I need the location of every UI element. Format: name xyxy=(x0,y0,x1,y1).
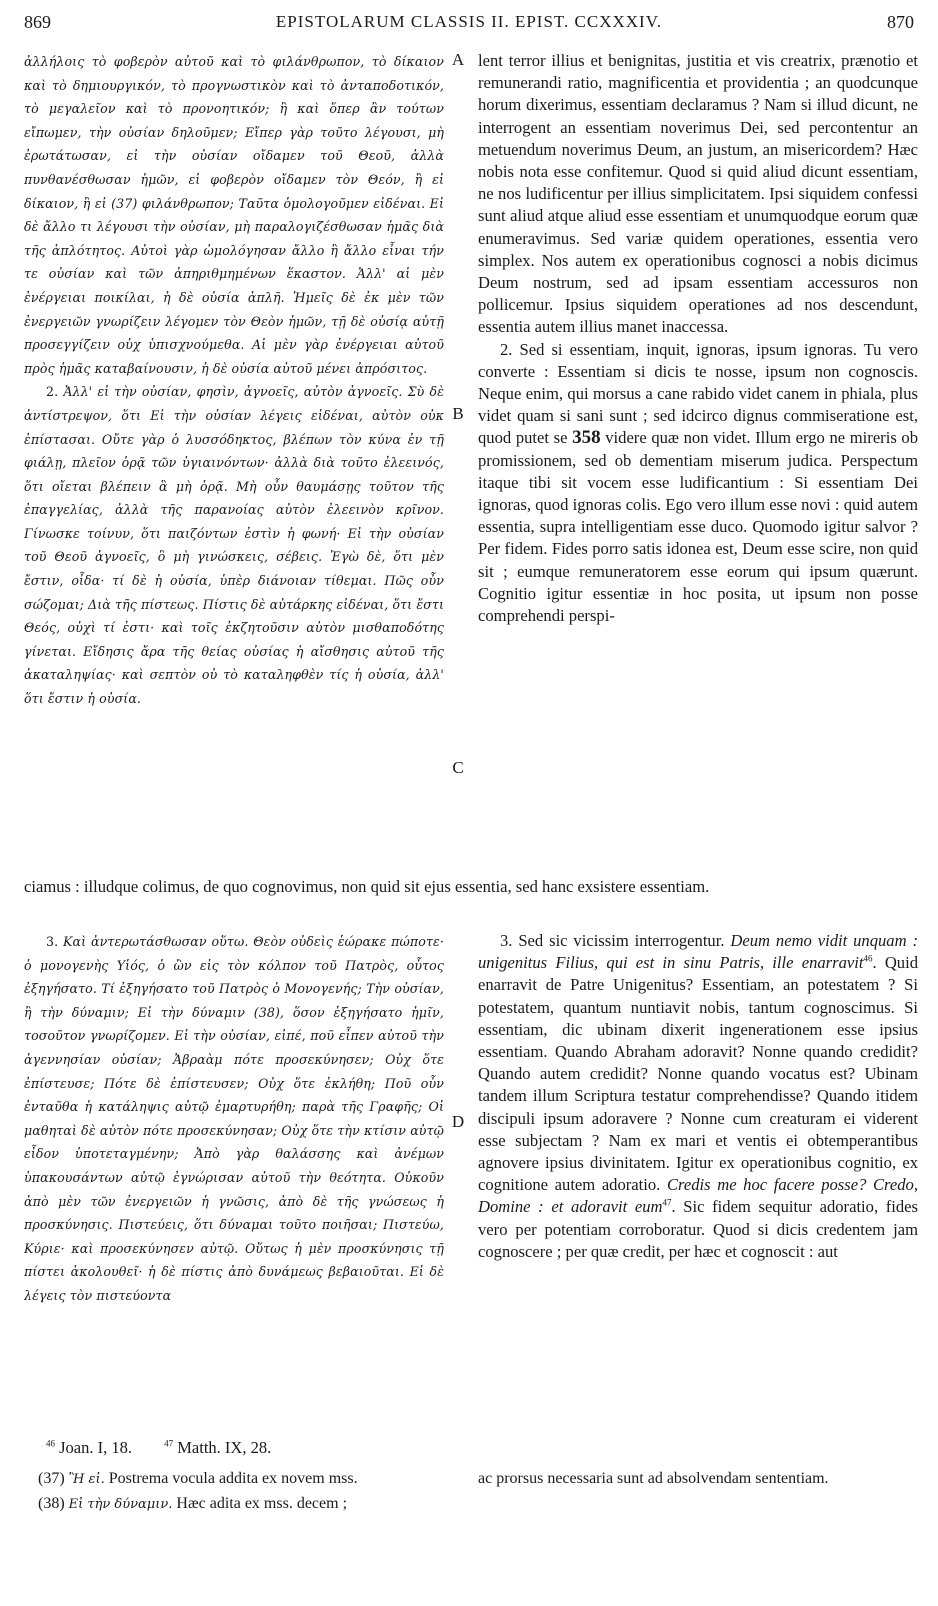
running-title: EPISTOLARUM CLASSIS II. EPIST. CCXXXIV. xyxy=(275,12,663,31)
note-38-number: (38) xyxy=(38,1495,65,1512)
latin-paragraph-2 xyxy=(478,339,918,628)
greek-paragraph-3-text: Καὶ ἀντερωτάσθωσαν οὕτω. Θεὸν οὐδεὶς ἑώρακε πώποτε· ὁ μονογενὴς Υἱός, ὁ ὢν εἰς τὸν κόλπον τοῦ Πατρὸς, οὗτος ἐξηγήσατο. Τί ἐξηγήσατο τοῦ Πατρὸς ὁ Μονογενής; Τὴν οὐσίαν, ἢ τὴν δύναμιν; Εἰ τὴν δύναμιν (38), ὅσον ἐξηγήσατο ἡμῖν, τοσοῦτον γνωρίζομεν. Εἰ τὴν οὐσίαν, εἰπέ, ποῦ εἶπεν αὐτοῦ τὴν ἀγεννησίαν οὐσίαν; Ἀβραὰμ πότε προσεκύνησεν; Οὐχ ὅτε ἐπίστευσε; Πότε δὲ ἐπίστευσεν; Οὐχ ὅτε ἐκλήθη; Ποῦ οὖν ἐνταῦθα ἡ κατάληψις αὐτῷ ἐμαρτυρήθη; παρὰ τῆς Γραφῆς; Οἱ μαθηταὶ δὲ αὐτὸν πότε προσεκύνησαν; Οὐχ ὅτε τὴν κτίσιν αὐτῷ εἶδον ὑποτεταγμένην; Ἀπὸ γὰρ θαλάσσης καὶ ἀνέμων ὑπακουσάντων αὐτῷ ἐγνώρισαν αὐτοῦ τὴν θεότητα. Οὐκοῦν ἀπὸ μὲν τῶν ἐνεργειῶν ἡ γνῶσις, ἀπὸ δὲ τῆς γνώσεως ἡ προσκύνησις. Πιστεύεις, ὅτι δύναμαι τοῦτο ποιῆσαι; Πιστεύω, Κύριε· καὶ προσεκύνησεν αὐτῷ. Οὕτως ἡ μὲν προσκύνησις τῇ πίστει ἀκολουθεῖ· ἡ δὲ πίστις ἀπὸ δυνάμεως βεβαιοῦται. Εἰ δὲ λέγεις τὸν πιστεύοντα xyxy=(24,934,444,1303)
editorial-notes-right xyxy=(478,1470,908,1494)
greek-paragraph-2-text: Ἀλλ' εἰ τὴν οὐσίαν, φησὶν, ἀγνοεῖς, αὐτὸν ἀγνοεῖς. Σὺ δὲ ἀντίστρεψον, ὅτι Εἰ τὴν οὐσίαν λέγεις εἰδέναι, αὐτὸν οὐκ ἐπίστασαι. Οὔτε γὰρ ὁ λυσσόδηκτος, βλέπων τὸν κύνα ἐν τῇ φιάλῃ, πλεῖον ὁρᾷ τῶν ὑγιαινόντων· ἀλλὰ διὰ τοῦτο ἐλεεινός, ὅτι οἴεται βλέπειν ἃ μὴ ὁρᾷ. Μὴ οὖν θαυμάσῃς τοῦτον τῆς ἐπαγγελίας, ἀλλὰ τῆς παρανοίας αὐτὸν ἐλεεινὸν κρῖνον. Γίνωσκε τοίνυν, ὅτι παιζόντων ἐστὶν ἡ φωνή· Εἰ τὴν οὐσίαν τοῦ Θεοῦ ἀγνοεῖς, ὃ μὴ γινώσκεις, σέβεις. Ἐγὼ δὲ, ὅτι μὲν ἔστιν, οἶδα· τί δὲ ἡ οὐσία, ὑπὲρ διάνοιαν τίθεμαι. Πῶς οὖν σώζομαι; Διὰ τῆς πίστεως. Πίστις δὲ αὐτάρκης εἰδέναι, ὅτι ἔστι Θεός, οὐχὶ τί ἐστι· καὶ τοῖς ἐκζητοῦσιν αὐτὸν μισθαποδότης γίνεται. Εἴδησις ἄρα τῆς θείας οὐσίας ἡ αἴσθησις αὐτοῦ τῆς ἀκαταληψίας· καὶ σεπτὸν οὐ τὸ καταληφθὲν τίς ἡ οὐσία, ἀλλ' ὅτι ἔστιν ἡ οὐσία. xyxy=(24,384,444,707)
latin-paragraph-3 xyxy=(478,930,918,1263)
note-37-number: (37) xyxy=(38,1470,65,1487)
reference-47: 47 xyxy=(662,1197,672,1208)
page-header xyxy=(24,12,914,42)
footnote-46-number: 46 xyxy=(46,1438,55,1449)
section-marker-a: A xyxy=(451,50,465,69)
latin-paragraph-1: lent terror illius et benignitas, justitia et vis creatrix, prænotio et remunerandi ratio, magnificentia et providentia ; an quodcunque horum dixerimus, essentiam declaramus ? Nam si illud dicunt, ne interrogent an essentiam noverimus Dei, sed percontentur an metuendum noverimus Deum, an justum, an misericordem? Hæc nobis nota esse confitemur. Quod si quid aliud dicunt essentiam, ne nos ludificentur per illius simplicitatem. Ipsi siquidem confessi sunt aliud atque aliud esse essentiam et unumquodque eorum quæ enumeravimus. Sed variæ quidem operationes, essentia vero simplex. Nos autem ex operationibus cognosci a nobis dicimus Deum nostrum, sed ad ipsam essentiam accessuros non pollicemur. Ipsius siquidem operationes ad nos descendunt, essentia autem illius manet inaccessa. xyxy=(478,51,918,337)
greek-paragraph-2 xyxy=(24,380,444,710)
note-38-greek: Εἰ τὴν δύναμιν. xyxy=(68,1497,173,1512)
page-number-left: 869 xyxy=(24,12,51,32)
note-38 xyxy=(38,1495,448,1514)
greek-paragraph-3-number: 3. xyxy=(46,934,59,949)
editorial-notes-left xyxy=(38,1470,448,1520)
latin-paragraph-3-text-a: 3. Sed sic vicissim interrogentur. xyxy=(500,931,725,950)
latin-quote-2: Credis me hoc facere posse? Credo, Domine : et adoravit eum xyxy=(478,1175,918,1217)
footnote-46-text: Joan. I, 18. xyxy=(59,1438,132,1457)
latin-quote-1: Deum nemo vidit unquam : unigenitus Filius, qui est in sinu Patris, ille enarravit xyxy=(478,931,918,973)
page-number-right: 870 xyxy=(887,12,914,32)
latin-column-lower xyxy=(478,930,918,1420)
latin-column-upper xyxy=(478,50,918,874)
latin-paragraph-3-text-b: . Quid enarravit de Patre Unigenitus? Essentiam, an potestatem ? Si potestatem, quantum nuntiavit nobis, tantum cognoscimus. Si essentiam, dic ubinam dixerit ingenerationem esse ipsius essentiam. Quando Abraham adoravit? Nonne quando credidit? Quando autem credidit? Nonne quando vocatus est? Ubinam tandem illum Scriptura testatur comprehendisse? Quando itidem discipuli ipsum adoravere ? Nonne cum creaturam ei viderent esse subjectam ? Nam ex mari et ventis ei obtemperantibus agnovere ipsius divinitatem. Igitur ex operationibus cognitio, ex cognitione autem adoratio. xyxy=(478,953,918,1195)
footnote-46 xyxy=(46,1438,146,1457)
note-38-continuation: ac prorsus necessaria sunt ad absolvendam sententiam. xyxy=(478,1470,829,1487)
latin-paragraph-2-text-b: videre quæ non videt. Illum ergo ne mireris ob promissionem, sed ob dementiam miserum judica. Perspectum itaque tibi sit vocem esse ludificantium : Si essentiam Dei ignoras, quod ignoras colis. Ego vero illum esse novi : quid autem essentia, supra intelligentiam esse duco. Quomodo igitur salvor ? Per fidem. Fides porro satis idonea est, Deum esse scire, non quid sit ; eumque remuneratorem esse eorum qui ipsum quærunt. Cognitio igitur essentiæ in hoc posita, ut ipsum non posse comprehendi perspi- xyxy=(478,428,918,626)
footnote-47 xyxy=(164,1438,285,1457)
continuation-text: ciamus : illudque colimus, de quo cognovimus, non quid sit ejus essentia, sed hanc exsistere essentiam. xyxy=(24,877,710,896)
note-37 xyxy=(38,1470,448,1489)
section-marker-d: D xyxy=(451,1112,465,1131)
footnote-47-text: Matth. IX, 28. xyxy=(177,1438,272,1457)
full-width-continuation xyxy=(24,876,918,922)
greek-column-upper xyxy=(24,50,444,870)
section-marker-b: B xyxy=(452,404,464,423)
latin-paragraph-3-text-c: . Sic fidem sequitur adoratio, fides vero per potentiam corroboratur. Quod si dicis credentem jam cognoscere ; per quæ credit, per hæc et cognoscit : aut xyxy=(478,1197,918,1261)
footnote-47-number: 47 xyxy=(164,1438,174,1449)
reference-46: 46 xyxy=(863,953,873,964)
greek-paragraph-2-number: 2. xyxy=(46,384,59,400)
latin-paragraph-2-text-a: 2. Sed si essentiam, inquit, ignoras, ipsum ignoras. Tu vero converte : Essentiam si dicis te nosse, ipsum non cognoscis. Neque enim, qui morsus a cane rabido videt canem in phiala, plus videt quam si sani sunt ; sed idcirco dignus commiseratione est, quod putet se xyxy=(478,339,918,448)
column-number: 358 xyxy=(572,427,601,449)
section-marker-c: C xyxy=(452,758,464,777)
scripture-footnotes xyxy=(46,1438,299,1458)
note-37-greek: Ἢ εἰ. xyxy=(68,1472,105,1487)
greek-paragraph-3 xyxy=(24,930,444,1308)
greek-paragraph-1: ἀλλήλοις τὸ φοβερὸν αὐτοῦ καὶ τὸ φιλάνθρωπον, τὸ δίκαιον καὶ τὸ δημιουργικόν, τὸ προγνωστικὸν καὶ τὸ ἀνταποδοτικόν, τὸ μεγαλεῖον καὶ τὸ προνοητικόν; ἢ καὶ ὅπερ ἂν τούτων εἴπωμεν, τὴν οὐσίαν δηλοῦμεν; Εἴπερ γὰρ τοῦτο λέγουσι, μὴ ἐρωτάτωσαν, εἰ τὴν οὐσίαν οἴδαμεν τοῦ Θεοῦ, ἀλλὰ πυνθανέσθωσαν ἡμῶν, εἰ φοβερὸν οἴδαμεν τὸν Θεόν, ἢ εἰ δίκαιον, ἢ εἰ (37) φιλάνθρωπον; Ταῦτα ὁμολογοῦμεν εἰδέναι. Εἰ δὲ ἄλλο τι λέγουσι τὴν οὐσίαν, μὴ παραλογιζέσθωσαν ἡμᾶς διὰ τῆς ἁπλότητος. Αὐτοὶ γὰρ ὡμολόγησαν ἄλλο ἢ ἄλλο εἶναι τήν τε οὐσίαν καὶ τῶν ἀπηριθμημένων ἕκαστον. Ἀλλ' αἱ μὲν ἐνέργειαι ποικίλαι, ἡ δὲ οὐσία ἁπλῆ. Ἡμεῖς δὲ ἐκ μὲν τῶν ἐνεργειῶν γνωρίζειν λέγομεν τὸν Θεὸν ἡμῶν, τῇ δὲ οὐσίᾳ αὐτῇ προσεγγίζειν οὐχ ὑπισχνούμεθα. Αἱ μὲν γὰρ ἐνέργειαι αὐτοῦ πρὸς ἡμᾶς καταβαίνουσιν, ἡ δὲ οὐσία αὐτοῦ μένει ἀπρόσιτος. xyxy=(24,54,444,376)
note-37-text: Postrema vocula addita ex novem mss. xyxy=(108,1470,358,1487)
note-38-text: Hæc adita ex mss. decem ; xyxy=(176,1495,348,1512)
greek-column-lower xyxy=(24,930,444,1418)
